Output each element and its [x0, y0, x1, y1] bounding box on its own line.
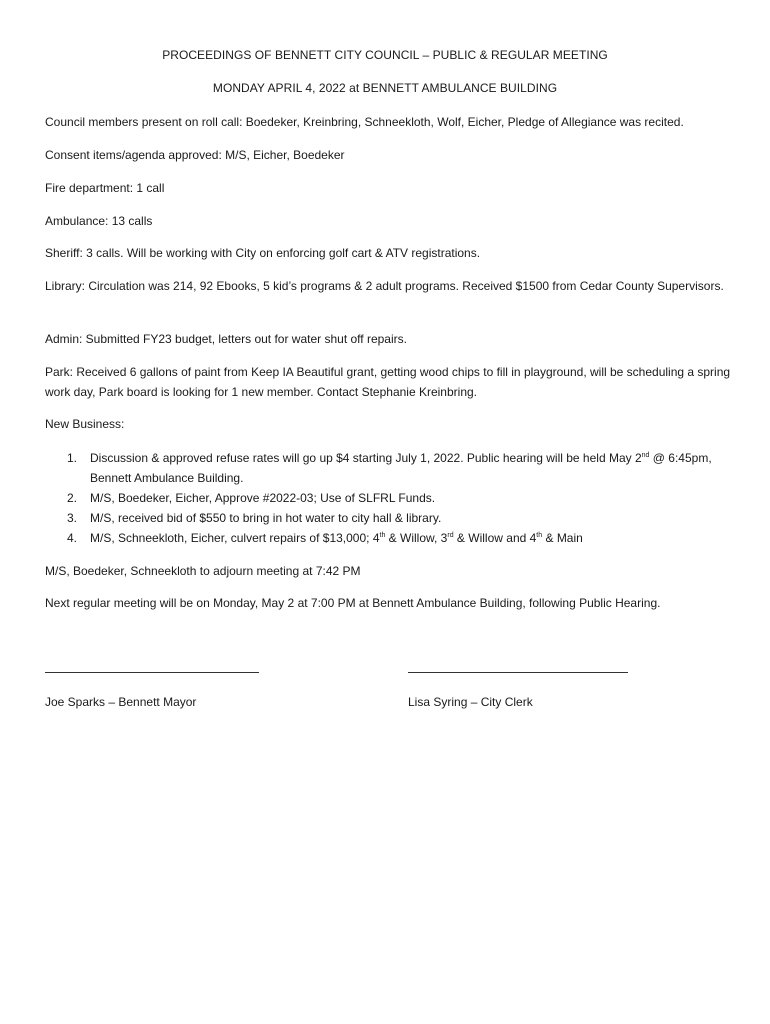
- ordinal-suffix: th: [536, 532, 543, 539]
- new-business-list: [45, 448, 735, 548]
- mayor-signature-name: Joe Sparks – Bennett Mayor: [45, 695, 197, 709]
- list-item: [45, 488, 735, 508]
- clerk-signature-line: [408, 672, 628, 673]
- list-item: [45, 508, 735, 528]
- list-item: [45, 448, 735, 488]
- ordinal-suffix: nd: [641, 452, 650, 459]
- library-paragraph: Library: Circulation was 214, 92 Ebooks, 5 kid’s programs & 2 adult programs. Received $1500 from Cedar County Supervisors.: [45, 279, 724, 293]
- list-item-text: & Willow, 3: [385, 531, 448, 545]
- list-item-text: M/S, Schneekloth, Eicher, culvert repairs of $13,000; 4: [90, 531, 380, 545]
- clerk-signature-name: Lisa Syring – City Clerk: [408, 695, 533, 709]
- next-meeting-paragraph: Next regular meeting will be on Monday, May 2 at 7:00 PM at Bennett Ambulance Building, following Public Hearing.: [45, 596, 661, 610]
- fire-paragraph: Fire department: 1 call: [45, 181, 165, 195]
- park-paragraph: Park: Received 6 gallons of paint from Keep IA Beautiful grant, getting wood chips to fill in playground, will be scheduling a spring work day, Park board is looking for 1 new member. Contact Stephanie Kreinbring.: [45, 365, 731, 399]
- list-item-text: & Willow and 4: [453, 531, 537, 545]
- list-item-number: 3.: [67, 511, 78, 525]
- list-item: [45, 528, 735, 548]
- roll-call-paragraph: Council members present on roll call: Boedeker, Kreinbring, Schneekloth, Wolf, Eicher, Pledge of Allegiance was recited.: [45, 115, 684, 129]
- list-item-number: 1.: [67, 451, 78, 465]
- list-item-text: M/S, Boedeker, Eicher, Approve #2022-03; Use of SLFRL Funds.: [90, 491, 436, 505]
- list-item-text: & Main: [542, 531, 583, 545]
- list-item-text: @ 6:45pm, Bennett Ambulance Building.: [90, 451, 712, 485]
- mayor-signature-line: [45, 672, 259, 673]
- document-subtitle: MONDAY APRIL 4, 2022 at BENNETT AMBULANCE BUILDING: [212, 81, 558, 95]
- sheriff-paragraph: Sheriff: 3 calls. Will be working with City on enforcing golf cart & ATV registrations.: [45, 246, 481, 260]
- adjourn-paragraph: M/S, Boedeker, Schneekloth to adjourn meeting at 7:42 PM: [45, 564, 361, 578]
- list-item-text: M/S, received bid of $550 to bring in hot water to city hall & library.: [90, 511, 442, 525]
- document-title: PROCEEDINGS OF BENNETT CITY COUNCIL – PUBLIC & REGULAR MEETING: [162, 48, 608, 62]
- ordinal-suffix: rd: [447, 532, 454, 539]
- list-item-number: 2.: [67, 491, 78, 505]
- ordinal-suffix: th: [379, 532, 386, 539]
- list-item-number: 4.: [67, 531, 78, 545]
- list-item-text: Discussion & approved refuse rates will go up $4 starting July 1, 2022. Public hearing will be held May 2: [90, 451, 642, 465]
- admin-paragraph: Admin: Submitted FY23 budget, letters out for water shut off repairs.: [45, 332, 407, 346]
- new-business-heading: New Business:: [45, 417, 125, 431]
- consent-paragraph: Consent items/agenda approved: M/S, Eicher, Boedeker: [45, 148, 345, 162]
- ambulance-paragraph: Ambulance: 13 calls: [45, 214, 153, 228]
